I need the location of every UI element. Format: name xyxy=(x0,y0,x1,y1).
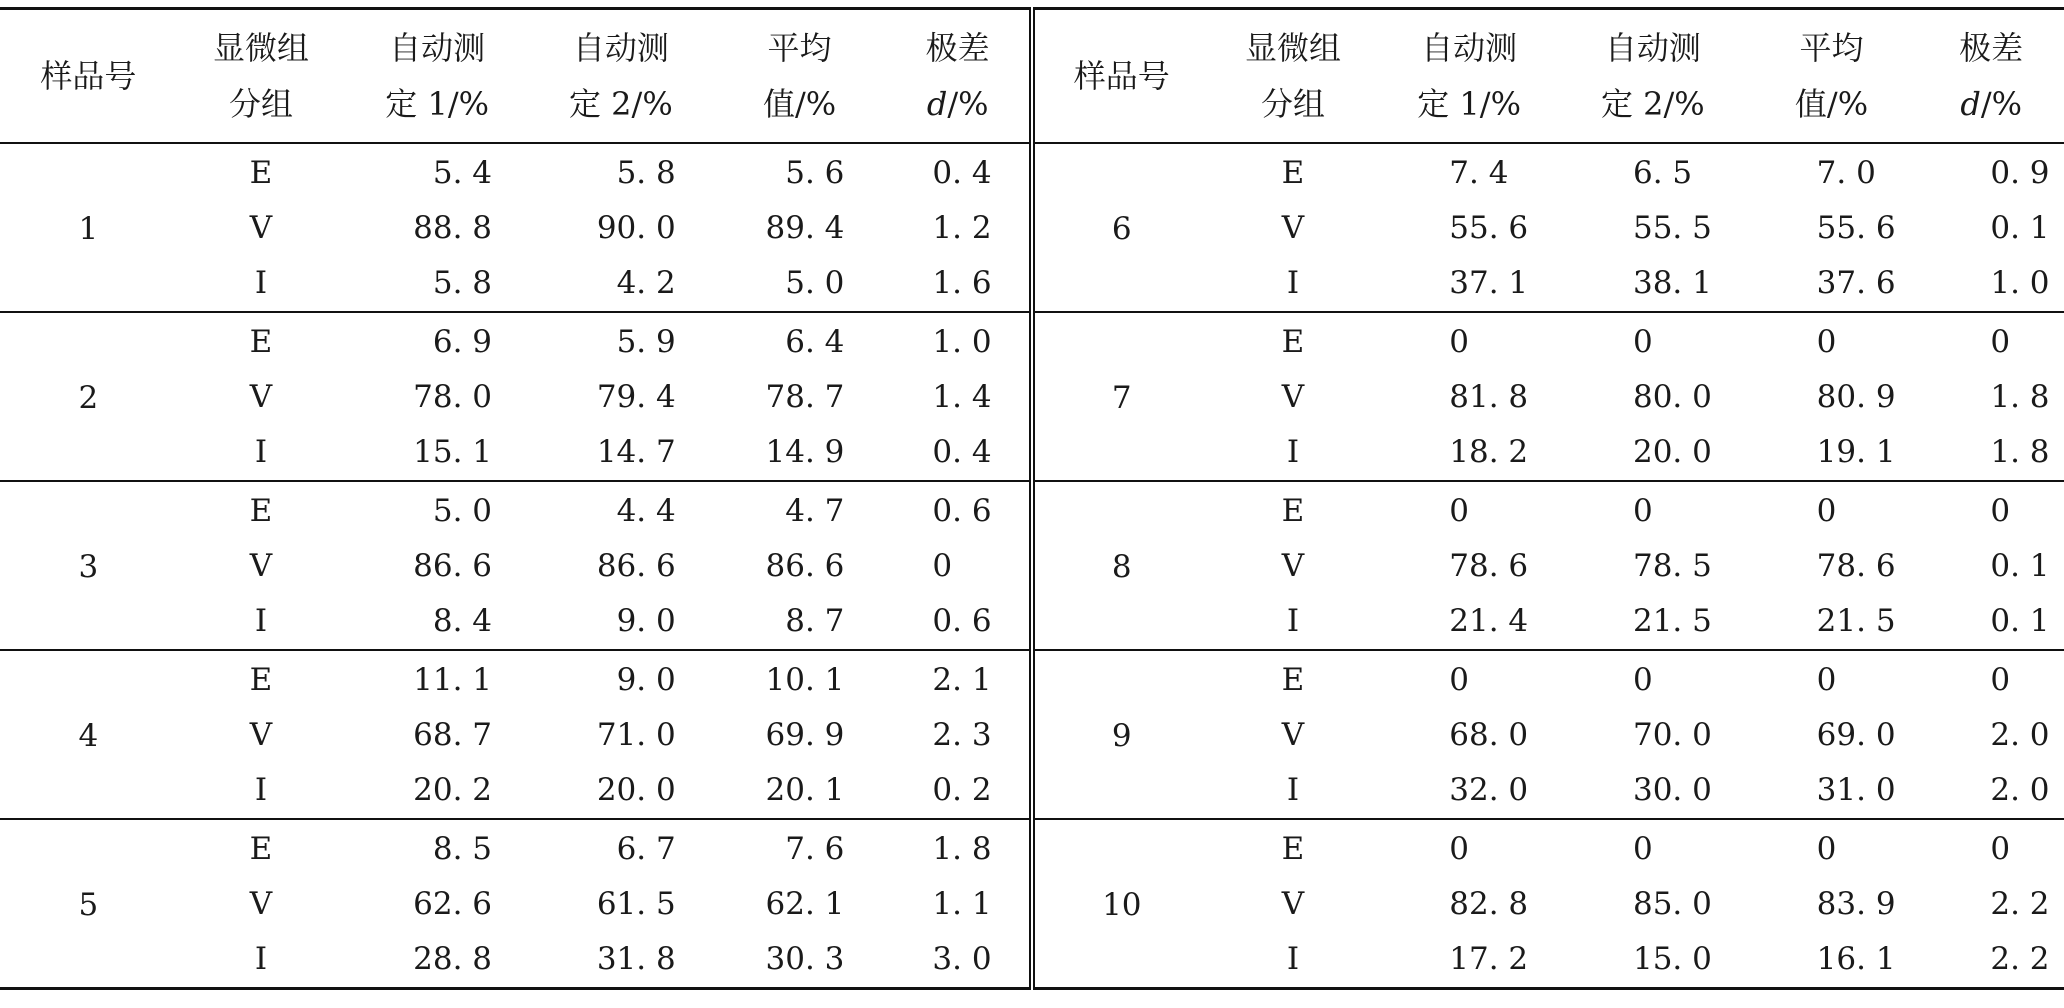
auto1-right xyxy=(1377,819,1561,989)
maceral-table-container xyxy=(0,7,2064,990)
average-left xyxy=(713,143,887,312)
average-right-value: 78. 6 xyxy=(1816,548,1896,584)
maceral-group-right xyxy=(1209,819,1378,989)
range-right xyxy=(1918,650,2064,819)
maceral-group-left-value: V xyxy=(249,548,273,584)
header-auto1: 自动测 定 1/% xyxy=(345,9,529,144)
auto1-right-value: 32. 0 xyxy=(1449,772,1529,808)
range-right-value: 1. 8 xyxy=(1990,379,2050,415)
auto2-left-value: 4. 4 xyxy=(616,493,676,529)
auto2-left-value: 5. 8 xyxy=(616,155,676,191)
auto1-left xyxy=(345,143,529,312)
range-right-value: 0. 9 xyxy=(1990,155,2050,191)
auto1-left-value: 88. 8 xyxy=(413,210,493,246)
auto1-left-value: 6. 9 xyxy=(432,324,493,360)
maceral-group-right-value: I xyxy=(1286,603,1300,639)
auto1-right xyxy=(1377,650,1561,819)
range-right xyxy=(1918,819,2064,989)
table-row xyxy=(0,143,2064,312)
average-left-value: 6. 4 xyxy=(785,324,845,360)
range-left-value: 0 xyxy=(932,548,953,584)
auto2-left xyxy=(529,312,713,481)
maceral-group-left-value: V xyxy=(249,886,273,922)
auto1-left-value: 62. 6 xyxy=(413,886,493,922)
maceral-group-right-value: E xyxy=(1281,155,1305,191)
maceral-group-left xyxy=(177,650,346,819)
average-right-value: 83. 9 xyxy=(1816,886,1896,922)
header-average-right: 平均 值/% xyxy=(1745,9,1919,144)
maceral-group-right xyxy=(1209,650,1378,819)
auto2-left-value: 6. 7 xyxy=(616,831,676,867)
maceral-group-right-value: V xyxy=(1281,717,1305,753)
maceral-group-right-value: V xyxy=(1281,210,1305,246)
range-left-value: 0. 4 xyxy=(932,155,992,191)
maceral-group-right-value: V xyxy=(1281,886,1305,922)
average-left-value: 20. 1 xyxy=(765,772,845,808)
sample-number-right: 7 xyxy=(1032,312,1209,481)
maceral-group-left xyxy=(177,819,346,989)
auto2-right-value: 30. 0 xyxy=(1632,772,1712,808)
maceral-group-right-value: E xyxy=(1281,662,1305,698)
average-right xyxy=(1745,312,1919,481)
range-left-value: 1. 2 xyxy=(932,210,992,246)
auto2-right-value: 78. 5 xyxy=(1632,548,1712,584)
auto2-left xyxy=(529,481,713,650)
auto1-right-value: 78. 6 xyxy=(1449,548,1529,584)
sample-number-left: 2 xyxy=(0,312,177,481)
auto1-left xyxy=(345,312,529,481)
range-left-value: 2. 1 xyxy=(932,662,992,698)
auto2-left-value: 5. 9 xyxy=(616,324,676,360)
header-sample-right: 样品号 xyxy=(1032,9,1209,144)
average-right xyxy=(1745,819,1919,989)
sample-number-right: 9 xyxy=(1032,650,1209,819)
range-header-line1: 极差 xyxy=(925,29,990,67)
average-right-value: 19. 1 xyxy=(1816,434,1896,470)
maceral-group-left-value: E xyxy=(249,831,273,867)
average-right-value: 0 xyxy=(1816,493,1837,529)
range-right-value: 1. 0 xyxy=(1990,265,2050,301)
auto1-right-value: 18. 2 xyxy=(1449,434,1529,470)
average-right-value: 69. 0 xyxy=(1816,717,1896,753)
range-left-value: 0. 2 xyxy=(932,772,992,808)
range-right-value: 2. 2 xyxy=(1990,941,2050,977)
range-right-value: 0 xyxy=(1990,831,2011,867)
maceral-group-right-value: E xyxy=(1281,493,1305,529)
auto1-right-value: 21. 4 xyxy=(1449,603,1529,639)
average-right-value: 37. 6 xyxy=(1816,265,1896,301)
average-left-value: 7. 6 xyxy=(785,831,845,867)
average-left-value: 69. 9 xyxy=(765,717,845,753)
average-left-value: 30. 3 xyxy=(765,941,845,977)
header-group-right: 显微组 分组 xyxy=(1209,9,1378,144)
range-right-value: 0. 1 xyxy=(1990,548,2050,584)
auto2-right xyxy=(1561,650,1745,819)
header-range xyxy=(886,9,1032,144)
range-right-value: 2. 0 xyxy=(1990,717,2050,753)
average-left xyxy=(713,481,887,650)
maceral-group-left-value: E xyxy=(249,155,273,191)
auto2-left-value: 9. 0 xyxy=(616,662,676,698)
auto1-left-value: 68. 7 xyxy=(413,717,493,753)
average-left-value: 89. 4 xyxy=(765,210,845,246)
auto1-right-value: 0 xyxy=(1449,493,1469,529)
range-header-line2: d/% xyxy=(1960,85,2022,123)
maceral-group-left-value: I xyxy=(254,434,268,470)
auto2-right-value: 6. 5 xyxy=(1632,155,1693,191)
header-auto1-right: 自动测 定 1/% xyxy=(1377,9,1561,144)
header-group: 显微组 分组 xyxy=(177,9,346,144)
auto1-left-value: 86. 6 xyxy=(413,548,493,584)
auto2-right-value: 70. 0 xyxy=(1632,717,1712,753)
auto2-left-value: 71. 0 xyxy=(596,717,676,753)
auto2-right-value: 55. 5 xyxy=(1632,210,1712,246)
header-average: 平均 值/% xyxy=(713,9,887,144)
auto2-left xyxy=(529,650,713,819)
range-left-value: 2. 3 xyxy=(932,717,992,753)
auto1-right-value: 17. 2 xyxy=(1449,941,1529,977)
header-range-right xyxy=(1918,9,2064,144)
average-right xyxy=(1745,650,1919,819)
range-header-line2: d/% xyxy=(926,85,989,123)
range-left-value: 1. 6 xyxy=(932,265,992,301)
average-left-value: 8. 7 xyxy=(785,603,845,639)
average-left-value: 14. 9 xyxy=(765,434,845,470)
auto1-left-value: 20. 2 xyxy=(413,772,493,808)
range-left-value: 0. 4 xyxy=(932,434,992,470)
average-left-value: 5. 6 xyxy=(785,155,845,191)
average-right-value: 0 xyxy=(1816,662,1837,698)
average-right-value: 0 xyxy=(1816,831,1837,867)
auto1-right-value: 55. 6 xyxy=(1449,210,1529,246)
range-right-value: 0. 1 xyxy=(1990,210,2050,246)
auto1-left xyxy=(345,650,529,819)
auto2-right-value: 0 xyxy=(1632,662,1653,698)
range-left-value: 1. 4 xyxy=(932,379,992,415)
table-row xyxy=(0,819,2064,989)
auto1-right-value: 7. 4 xyxy=(1449,155,1509,191)
average-left-value: 5. 0 xyxy=(785,265,845,301)
range-left xyxy=(886,143,1032,312)
range-right-value: 2. 2 xyxy=(1990,886,2050,922)
auto2-left-value: 79. 4 xyxy=(596,379,676,415)
maceral-group-right-value: I xyxy=(1286,434,1300,470)
table-row xyxy=(0,650,2064,819)
average-left-value: 86. 6 xyxy=(765,548,845,584)
auto2-right-value: 0 xyxy=(1632,831,1653,867)
table-body xyxy=(0,143,2064,989)
maceral-group-right xyxy=(1209,481,1378,650)
auto1-right-value: 0 xyxy=(1449,324,1469,360)
header-row xyxy=(0,9,2064,144)
auto1-left-value: 8. 5 xyxy=(432,831,493,867)
auto2-right xyxy=(1561,819,1745,989)
maceral-group-left xyxy=(177,481,346,650)
average-left xyxy=(713,650,887,819)
range-left-value: 3. 0 xyxy=(932,941,992,977)
sample-number-right: 10 xyxy=(1032,819,1209,989)
auto2-left-value: 9. 0 xyxy=(616,603,676,639)
auto2-left-value: 31. 8 xyxy=(596,941,676,977)
maceral-group-left-value: V xyxy=(249,717,273,753)
auto2-right-value: 21. 5 xyxy=(1632,603,1712,639)
auto1-left xyxy=(345,819,529,989)
auto1-left-value: 15. 1 xyxy=(413,434,493,470)
range-right-value: 1. 8 xyxy=(1990,434,2050,470)
sample-number-right: 8 xyxy=(1032,481,1209,650)
range-left-value: 0. 6 xyxy=(932,603,992,639)
sample-number-left: 5 xyxy=(78,886,99,923)
range-left xyxy=(886,819,1032,989)
maceral-group-left xyxy=(177,312,346,481)
maceral-measurement-table xyxy=(0,7,2064,990)
sample-number-left: 3 xyxy=(0,481,177,650)
auto2-right-value: 38. 1 xyxy=(1632,265,1712,301)
auto1-left-value: 78. 0 xyxy=(413,379,493,415)
maceral-group-right-value: I xyxy=(1286,772,1300,808)
auto2-right xyxy=(1561,312,1745,481)
auto1-right xyxy=(1377,312,1561,481)
range-right-value: 0 xyxy=(1990,493,2011,529)
maceral-group-left-value: V xyxy=(249,379,273,415)
auto2-right-value: 0 xyxy=(1632,324,1653,360)
auto2-left-value: 20. 0 xyxy=(596,772,676,808)
maceral-group-right-value: I xyxy=(1286,265,1300,301)
auto2-right xyxy=(1561,481,1745,650)
maceral-group-left-value: E xyxy=(249,493,273,529)
maceral-group-left-value: V xyxy=(249,210,273,246)
maceral-group-right-value: I xyxy=(1286,941,1300,977)
range-right-value: 0 xyxy=(1990,324,2011,360)
auto1-right-value: 81. 8 xyxy=(1449,379,1529,415)
range-left-value: 0. 6 xyxy=(932,493,992,529)
average-left-value: 4. 7 xyxy=(785,493,845,529)
average-right xyxy=(1745,481,1919,650)
average-right-value: 0 xyxy=(1816,324,1837,360)
auto1-left-value: 8. 4 xyxy=(432,603,493,639)
sample-number-left: 1 xyxy=(0,143,177,312)
maceral-group-right xyxy=(1209,143,1378,312)
auto2-right-value: 15. 0 xyxy=(1632,941,1712,977)
table-row xyxy=(0,312,2064,481)
header-auto2: 自动测 定 2/% xyxy=(529,9,713,144)
auto2-left xyxy=(529,143,713,312)
auto1-right xyxy=(1377,143,1561,312)
average-right-value: 7. 0 xyxy=(1816,155,1876,191)
range-right xyxy=(1918,481,2064,650)
auto1-left-value: 28. 8 xyxy=(413,941,493,977)
header-sample: 样品号 xyxy=(0,9,177,144)
range-left xyxy=(886,650,1032,819)
auto1-left-value: 5. 4 xyxy=(432,155,493,191)
maceral-group-left xyxy=(177,143,346,312)
range-right-value: 0. 1 xyxy=(1990,603,2050,639)
auto2-right-value: 0 xyxy=(1632,493,1653,529)
range-right-value: 0 xyxy=(1990,662,2011,698)
maceral-group-left-value: I xyxy=(254,265,268,301)
average-right-value: 80. 9 xyxy=(1816,379,1896,415)
maceral-group-right xyxy=(1209,312,1378,481)
average-right-value: 21. 5 xyxy=(1816,603,1896,639)
maceral-group-left-value: E xyxy=(249,324,273,360)
auto1-left-value: 11. 1 xyxy=(413,662,493,698)
maceral-group-right-value: E xyxy=(1281,831,1305,867)
auto1-left-value: 5. 0 xyxy=(432,493,493,529)
sample-number-left: 4 xyxy=(0,650,177,819)
auto2-right-value: 85. 0 xyxy=(1632,886,1712,922)
average-left-value: 10. 1 xyxy=(765,662,845,698)
average-right-value: 16. 1 xyxy=(1816,941,1896,977)
range-left xyxy=(886,312,1032,481)
average-right-value: 55. 6 xyxy=(1816,210,1896,246)
maceral-group-right-value: E xyxy=(1281,324,1305,360)
auto1-right xyxy=(1377,481,1561,650)
auto1-right-value: 37. 1 xyxy=(1449,265,1529,301)
maceral-group-left-value: I xyxy=(254,772,268,808)
auto2-left-value: 86. 6 xyxy=(596,548,676,584)
range-right xyxy=(1918,143,2064,312)
maceral-group-left-value: E xyxy=(249,662,273,698)
auto1-right-value: 0 xyxy=(1449,662,1469,698)
average-left xyxy=(713,819,887,989)
auto1-right-value: 68. 0 xyxy=(1449,717,1529,753)
auto2-right-value: 80. 0 xyxy=(1632,379,1712,415)
maceral-group-left-value: I xyxy=(254,603,268,639)
range-left-value: 1. 0 xyxy=(932,324,992,360)
average-left-value: 62. 1 xyxy=(765,886,845,922)
auto2-left-value: 4. 2 xyxy=(616,265,676,301)
average-right xyxy=(1745,143,1919,312)
average-left-value: 78. 7 xyxy=(765,379,845,415)
maceral-group-right-value: V xyxy=(1281,379,1305,415)
auto2-left-value: 90. 0 xyxy=(596,210,676,246)
range-header-line1: 极差 xyxy=(1959,29,2024,67)
average-right-value: 31. 0 xyxy=(1816,772,1896,808)
table-row xyxy=(0,481,2064,650)
auto1-right-value: 82. 8 xyxy=(1449,886,1529,922)
range-right-value: 2. 0 xyxy=(1990,772,2050,808)
range-left-value: 1. 1 xyxy=(932,886,992,922)
auto2-right-value: 20. 0 xyxy=(1632,434,1712,470)
auto2-left-value: 14. 7 xyxy=(596,434,676,470)
maceral-group-left-value: I xyxy=(254,941,268,977)
auto2-right xyxy=(1561,143,1745,312)
auto1-left xyxy=(345,481,529,650)
header-auto2-right: 自动测 定 2/% xyxy=(1561,9,1745,144)
auto2-left-value: 61. 5 xyxy=(596,886,676,922)
auto1-right-value: 0 xyxy=(1449,831,1469,867)
range-right xyxy=(1918,312,2064,481)
average-left xyxy=(713,312,887,481)
maceral-group-right-value: V xyxy=(1281,548,1305,584)
range-left xyxy=(886,481,1032,650)
auto1-left-value: 5. 8 xyxy=(432,265,493,301)
range-left-value: 1. 8 xyxy=(932,831,992,867)
auto2-left xyxy=(529,819,713,989)
sample-number-right: 6 xyxy=(1032,143,1209,312)
